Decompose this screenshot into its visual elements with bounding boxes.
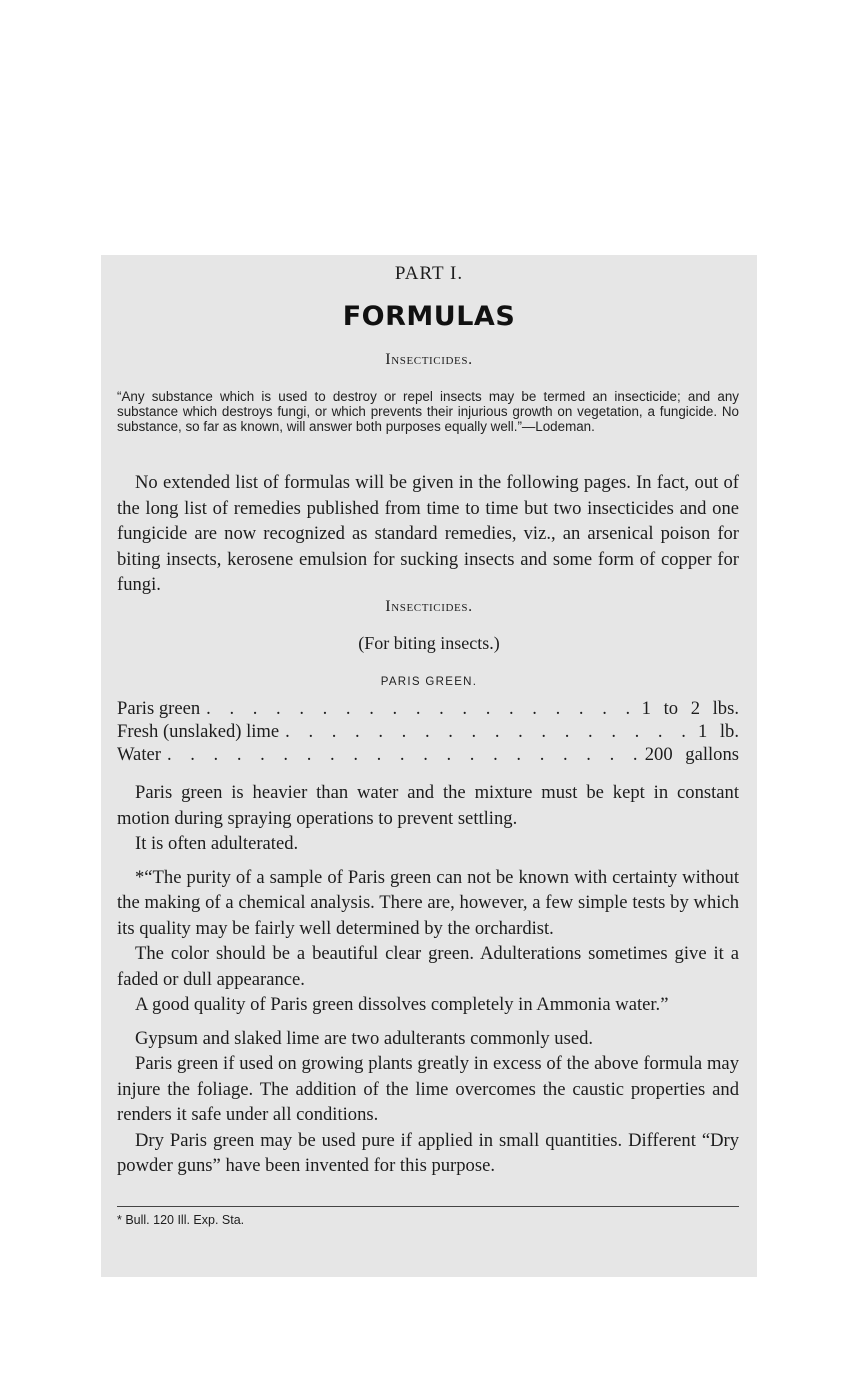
dot-leader: [285, 721, 692, 743]
formula-ingredient: Fresh (unslaked) lime: [117, 721, 280, 742]
section-heading-insecticides-2: Insecticides.: [385, 598, 473, 615]
quote-text: “Any substance which is used to destroy or repel insects may be termed an insecticide; and any substance which destroys fungi, or which prevents their injurious growth on vegetation, a fungicide. No substance, so far as known, will answer both purposes equally well.”—Lodeman.: [117, 389, 739, 434]
intro-paragraph-block: [117, 470, 739, 598]
formula-row: [117, 744, 739, 767]
formula-quantity: 1 to 2 lbs.: [641, 698, 739, 719]
formula-quantity: 1 lb.: [697, 721, 739, 742]
body-paragraph: A good quality of Paris green dissolves completely in Ammonia water.”: [135, 994, 669, 1015]
book-page: [101, 255, 757, 1277]
body-paragraphs: [117, 780, 739, 1179]
part-title: PART I.: [394, 263, 464, 284]
main-title: FORMULAS: [342, 301, 516, 332]
epigraph-quote: [117, 389, 739, 434]
dot-leader: [167, 744, 639, 766]
footnote: * Bull. 120 Ill. Exp. Sta.: [117, 1213, 245, 1227]
intro-paragraph: No extended list of formulas will be given in the following pages. In fact, out of the long list of remedies published from time to time but two insecticides and one fungicide are now recognized as standard remedies, viz., an arsenical poison for biting insects, kerosene emulsion for sucking insects and some form of copper for fungi.: [117, 472, 739, 595]
formula-row: [117, 698, 739, 721]
formula-ingredient: Water: [117, 744, 161, 765]
body-paragraph: The color should be a beautiful clear green. Adulterations sometimes give it a faded or dull appearance.: [117, 943, 739, 990]
formula-table: [117, 698, 739, 767]
body-paragraph: It is often adulterated.: [135, 833, 299, 854]
body-paragraph: Paris green if used on growing plants greatly in excess of the above formula may injure the foliage. The addition of the lime overcomes the caustic properties and renders it safe under all conditions.: [117, 1053, 739, 1125]
sub-heading-biting-insects: (For biting insects.): [358, 633, 500, 653]
section-heading-insecticides: Insecticides.: [385, 351, 473, 368]
formula-quantity: 200 gallons: [644, 744, 739, 765]
formula-ingredient: Paris green: [117, 698, 201, 719]
body-paragraph: Dry Paris green may be used pure if applied in small quantities. Different “Dry powder guns” have been invented for this purpose.: [117, 1129, 739, 1176]
formula-row: [117, 721, 739, 744]
body-paragraph: Paris green is heavier than water and the mixture must be kept in constant motion during spraying operations to prevent settling.: [117, 782, 739, 829]
footnote-rule: [117, 1206, 739, 1207]
body-paragraph: Gypsum and slaked lime are two adulterants commonly used.: [135, 1027, 594, 1049]
recipe-title: PARIS GREEN.: [380, 676, 478, 688]
dot-leader: [206, 698, 636, 720]
body-paragraph: *“The purity of a sample of Paris green can not be known with certainty without the making of a chemical analysis. There are, however, a few simple tests by which its quality may be fairly well determined by the orchardist.: [117, 866, 739, 939]
